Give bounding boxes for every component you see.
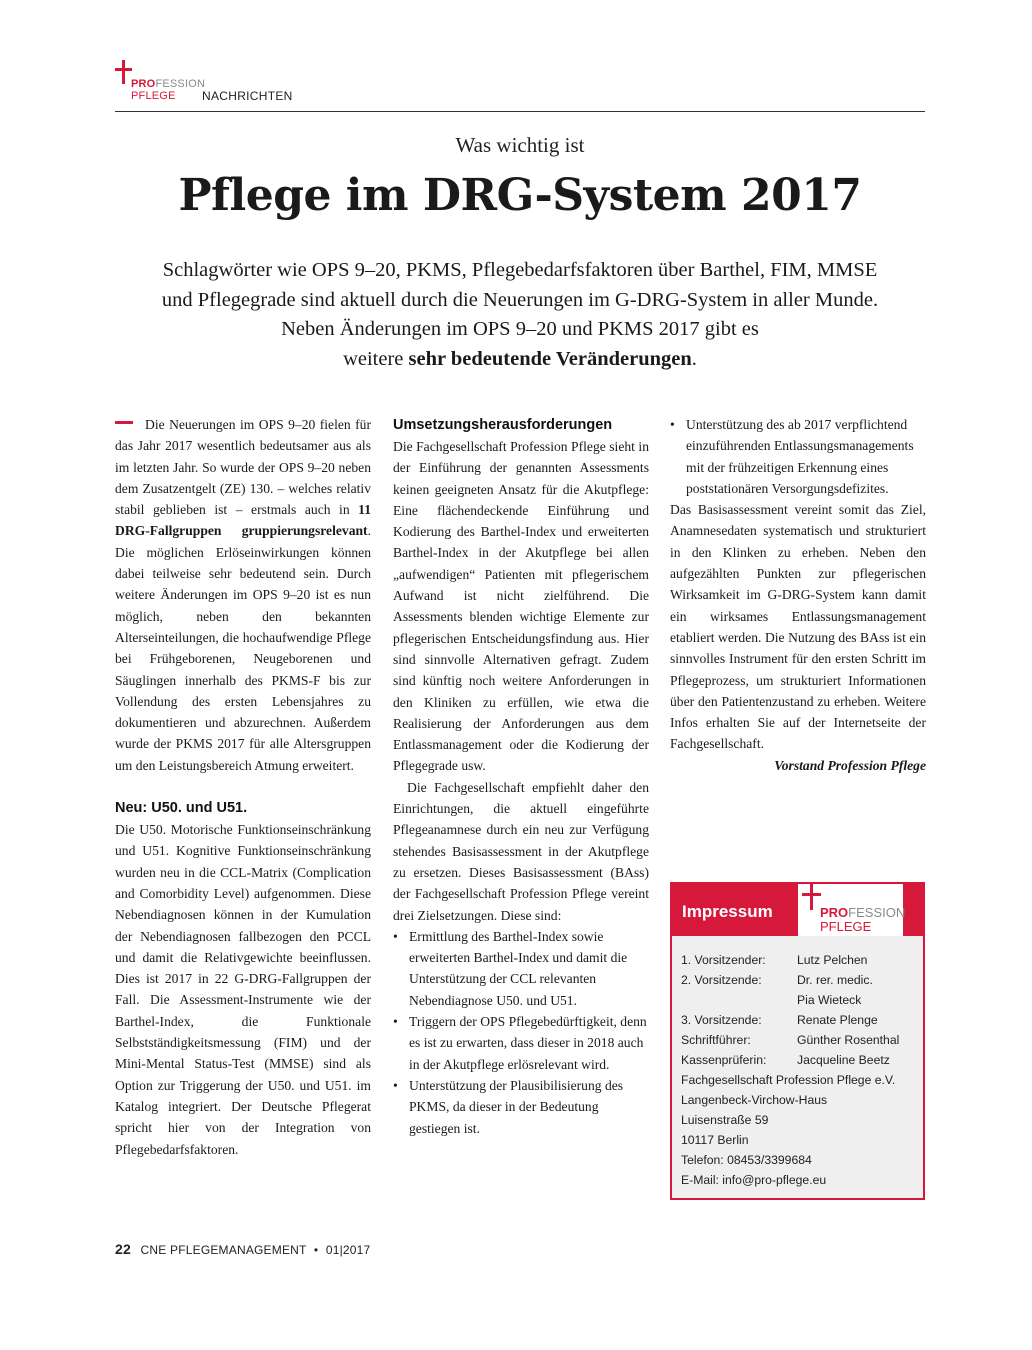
paragraph: Die U50. Motorische Funktionseinschränkung und U51. Kognitive Funktionseinschränkung wurden neu in die CCL-Matrix (Complication and Comorbidity Level) aufgenommen. Diese Nebendiagnosen können in der Kumulation der Nebendiagnosen fallbezogen den PCCL und damit die Relativgewichte beeinflussen. Dies ist 2017 in 22 G-DRG-Fallgruppen der Fall. Die Assessment-Instrumente wie der Barthel-Index, die Funktionale Selbstständigkeitsmessung (FIM) und der Mini-Mental Status-Test (MMSE) sind als Option zur Triggerung der U50. und U51. im Katalog integriert. Der Deutsche Pflegerat spricht hier von der Integration von Pflegebedarfsfaktoren. <box>115 822 371 1157</box>
impressum-person: Lutz Pelchen <box>797 953 868 967</box>
logo-line2: PFLEGE <box>820 919 872 934</box>
footer-separator: • <box>313 1243 319 1257</box>
paragraph: Das Basisassessment vereint somit das Ziel, Anamnesedaten systematisch und strukturiert in den Klinken zu erheben. Neben den aufgezählten Punkten zur pflegerischen Wirksamkeit im G-DRG-System kann damit ein wirksames Entlassungsmanagement etabliert werden. Die Nutzung des BAss ist ein sinnvolles Instrument für den ersten Schritt im Pflegeprozess, um strukturiert Informationen über den Patientenzustand zu erheben. Weitere Infos erhalten Sie auf der Internetseite der Fachgesellschaft. <box>670 502 926 752</box>
impressum-person: Günther Rosenthal <box>797 1033 900 1047</box>
impressum-role: 1. Vorsitzender: <box>681 953 766 967</box>
paragraph-text: . Die möglichen Erlöseinwirkungen können dabei teilweise sehr bedeutend sein. Durch weitere Änderungen im OPS 9–20 ist es nun möglich, neben den bekannten Alterseinteilungen, die hochaufwendige Pflege bei Frühgeborenen, Neugeborenen und Säuglingen innerhalb des PKMS-F bis zur Vollendung des ersten Lebensjahres zu dokumentieren und abzurechnen. Außerdem wurde der PKMS 2017 für alle Altersgruppen um den Leistungsbereich Atmung erweitert. <box>115 523 371 773</box>
article-kicker: Was wichtig ist <box>455 133 585 157</box>
impressum-row <box>681 1050 917 1070</box>
logo-line1-b: FESSION <box>155 78 206 90</box>
impressum-row <box>681 1030 917 1050</box>
bullet-list <box>670 414 926 499</box>
issue-number: 01|2017 <box>325 1243 371 1257</box>
profession-pflege-logo <box>115 60 206 104</box>
address-line: Langenbeck-Virchow-Haus <box>681 1093 828 1107</box>
lead-emphasis: sehr bedeutende Veränderungen <box>408 347 692 370</box>
article-lead <box>130 256 910 374</box>
journal-name: CNE PFLEGEMANAGEMENT <box>140 1243 307 1257</box>
author-signature: Vorstand Profession Pflege <box>774 757 926 773</box>
impressum-person: Renate Plenge <box>797 1013 878 1027</box>
list-item: • Triggern der OPS Pflegebedürftigkeit, denn es ist zu erwarten, dass dieser in 2018 auch in der Akutpflege erlösrelevant wird. <box>393 1011 649 1075</box>
impressum-role: Kassenprüferin: <box>681 1053 767 1067</box>
column-3 <box>670 414 926 776</box>
impressum-role: 3. Vorsitzende: <box>681 1013 762 1027</box>
impressum-header <box>672 884 923 936</box>
logo-line1-a: PRO <box>820 905 849 920</box>
impressum-role: Schriftführer: <box>681 1033 751 1047</box>
list-item: • Unterstützung der Plausibilisierung des PKMS, da dieser in der Bedeutung gestiegen ist. <box>393 1075 649 1139</box>
address-line: Luisenstraße 59 <box>681 1113 769 1127</box>
logo-line2: PFLEGE <box>131 90 176 102</box>
impressum-row <box>681 950 917 970</box>
phone-line: Telefon: 08453/3399684 <box>681 1153 812 1167</box>
lead-line: Neben Änderungen im OPS 9–20 und PKMS 2017 gibt es <box>281 318 759 340</box>
impressum-body <box>681 950 917 1190</box>
impressum-box <box>670 882 925 1200</box>
impressum-title: Impressum <box>682 902 773 921</box>
article-title: Pflege im DRG-System 2017 <box>178 170 862 221</box>
email-line: E-Mail: info@pro-pflege.eu <box>681 1173 827 1187</box>
red-dash-marker <box>115 421 133 424</box>
paragraph-emphasis: 11 DRG-Fallgruppen gruppierungsrelevant <box>115 502 371 539</box>
impressum-role: 2. Vorsitzende: <box>681 973 762 987</box>
red-cross-icon <box>802 884 822 910</box>
column-1 <box>115 414 371 1160</box>
impressum-person: Dr. rer. medic. <box>797 973 873 987</box>
impressum-role <box>681 990 797 1010</box>
column-2 <box>393 414 649 1139</box>
lead-line: Schlagwörter wie OPS 9–20, PKMS, Pflegebedarfsfaktoren über Barthel, FIM, MMSE <box>162 259 878 281</box>
logo-line1-a: PRO <box>131 78 156 90</box>
logo-wordmark <box>131 78 205 102</box>
impressum-logo-wordmark <box>820 906 905 934</box>
spacer <box>115 776 371 797</box>
list-item: • Unterstützung des ab 2017 verpflichtend einzuführenden Entlassungsmanagements mit der frühzeitigen Erkennung eines poststationären Versorgungsdefizites. <box>670 414 926 499</box>
lead-line <box>130 345 910 375</box>
address-line: Fachgesellschaft Profession Pflege e.V. <box>681 1073 896 1087</box>
list-item: • Ermittlung des Barthel-Index sowie erweiterten Barthel-Index und damit die Unterstützung der CCL relevanten Nebendiagnose U50. und U51. <box>393 926 649 1011</box>
paragraph: Die Fachgesellschaft empfiehlt daher den Einrichtungen, die aktuell eingeführte Pflegeanamnese durch ein neu zur Verfügung stehendes Basisassessment in der Akutpflege zu ersetzen. Dieses Basisassessment (BAss) der Fachgesellschaft Profession Pflege vereint drei Zielsetzungen. Diese sind: <box>393 779 649 923</box>
paragraph-text: Die Neuerungen im OPS 9–20 fielen für das Jahr 2017 wesentlich bedeutsamer aus als im letzten Jahr. So wurde der OPS 9–20 neben dem Zusatzentgelt (ZE) 130. – welches relativ stabil geblieben ist – erstmals auch in <box>115 417 371 518</box>
lead-line: und Pflegegrade sind aktuell durch die Neuerungen im G-DRG-System in aller Munde. <box>161 288 879 311</box>
header-divider <box>115 111 925 112</box>
impressum-logo <box>798 884 906 936</box>
subheading: Umsetzungsherausforderungen <box>393 417 613 433</box>
address-line: 10117 Berlin <box>681 1133 749 1147</box>
lead-text: weitere <box>343 347 409 370</box>
impressum-row <box>681 990 917 1010</box>
page-number: 22 <box>115 1241 131 1257</box>
section-label: NACHRICHTEN <box>202 89 293 103</box>
logo-line1-b: FESSION <box>848 905 906 920</box>
impressum-row <box>681 970 917 990</box>
impressum-person: Pia Wieteck <box>797 993 862 1007</box>
subheading: Neu: U50. und U51. <box>115 800 248 817</box>
impressum-person: Jacqueline Beetz <box>797 1053 890 1067</box>
paragraph: Die Fachgesellschaft Profession Pflege sieht in der Einführung der genannten Assessments keinen geeigneten Ansatz für die Akutpflege: Eine flächendeckende Einführung und Kodierung des Barthel-Index und erweiterten Barthel-Index in der Akutpflege bei allen „aufwendigen“ Patienten mit pflegerischem Aufwand ist nicht zielführend. Die Assessments blenden wichtige Elemente zur pflegerischen Entscheidungsfindung aus. Hier sind sinnvolle Alternativen gefragt. Zudem sind künftig noch weitere Anforderungen in den Kliniken zu erfüllen, wie etwa die Realisierung der Anforderungen aus dem Entlassmanagement oder die Kodierung der Pflegegrade usw. <box>393 439 649 774</box>
lead-period: . <box>691 347 697 370</box>
paragraph <box>115 414 371 776</box>
page-footer <box>115 1241 370 1257</box>
bullet-list <box>393 926 649 1139</box>
impressum-row <box>681 1010 917 1030</box>
